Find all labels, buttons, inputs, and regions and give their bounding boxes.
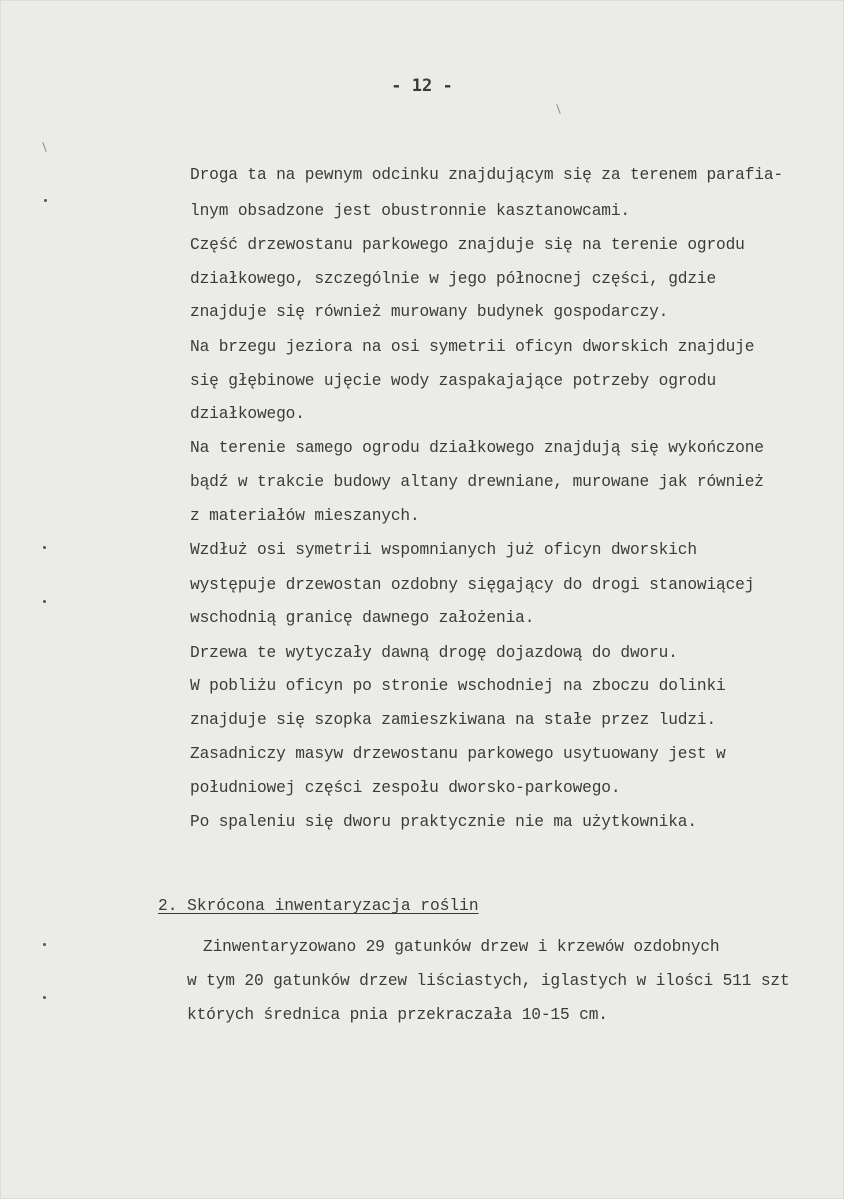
text-line: Drzewa te wytyczały dawną drogę dojazdową do dworu. xyxy=(190,644,678,662)
scan-speck xyxy=(556,104,560,114)
page-number: - 12 - xyxy=(391,76,453,96)
text-line: znajduje się również murowany budynek gospodarczy. xyxy=(190,303,669,321)
text-line: w tym 20 gatunków drzew liściastych, iglastych w ilości 511 szt xyxy=(187,972,790,990)
text-line: Po spaleniu się dworu praktycznie nie ma użytkownika. xyxy=(190,813,697,831)
text-line: znajduje się szopka zamieszkiwana na stałe przez ludzi. xyxy=(190,711,717,729)
scan-speck xyxy=(43,546,46,549)
text-line: Na brzegu jeziora na osi symetrii oficyn dworskich znajduje xyxy=(190,338,755,356)
text-line: południowej części zespołu dworsko-parkowego. xyxy=(190,779,621,797)
text-line: występuje drzewostan ozdobny sięgający do drogi stanowiącej xyxy=(190,576,755,594)
text-line: Zinwentaryzowano 29 gatunków drzew i krzewów ozdobnych xyxy=(203,938,720,956)
scan-speck xyxy=(43,943,46,946)
text-line: Wzdłuż osi symetrii wspomnianych już oficyn dworskich xyxy=(190,541,697,559)
text-line: Droga ta na pewnym odcinku znajdującym się za terenem parafia- xyxy=(190,166,783,184)
text-line: się głębinowe ujęcie wody zaspakajające potrzeby ogrodu xyxy=(190,372,717,390)
scan-speck xyxy=(44,199,47,202)
scan-speck xyxy=(42,142,46,152)
text-line: których średnica pnia przekraczała 10-15 cm. xyxy=(187,1006,608,1024)
text-line: działkowego. xyxy=(190,405,305,423)
text-line: działkowego, szczególnie w jego północnej części, gdzie xyxy=(190,270,717,288)
text-line: Część drzewostanu parkowego znajduje się na terenie ogrodu xyxy=(190,236,745,254)
section-heading: 2. Skrócona inwentaryzacja roślin xyxy=(158,897,479,915)
text-line: Na terenie samego ogrodu działkowego znajdują się wykończone xyxy=(190,439,764,457)
text-line: wschodnią granicę dawnego założenia. xyxy=(190,609,535,627)
text-line: lnym obsadzone jest obustronnie kasztanowcami. xyxy=(190,202,630,220)
text-line: z materiałów mieszanych. xyxy=(190,507,420,525)
text-line: Zasadniczy masyw drzewostanu parkowego usytuowany jest w xyxy=(190,745,726,763)
scan-speck xyxy=(43,996,46,999)
text-line: W pobliżu oficyn po stronie wschodniej na zboczu dolinki xyxy=(190,677,726,695)
scan-speck xyxy=(43,600,46,603)
text-line: bądź w trakcie budowy altany drewniane, murowane jak również xyxy=(190,473,764,491)
